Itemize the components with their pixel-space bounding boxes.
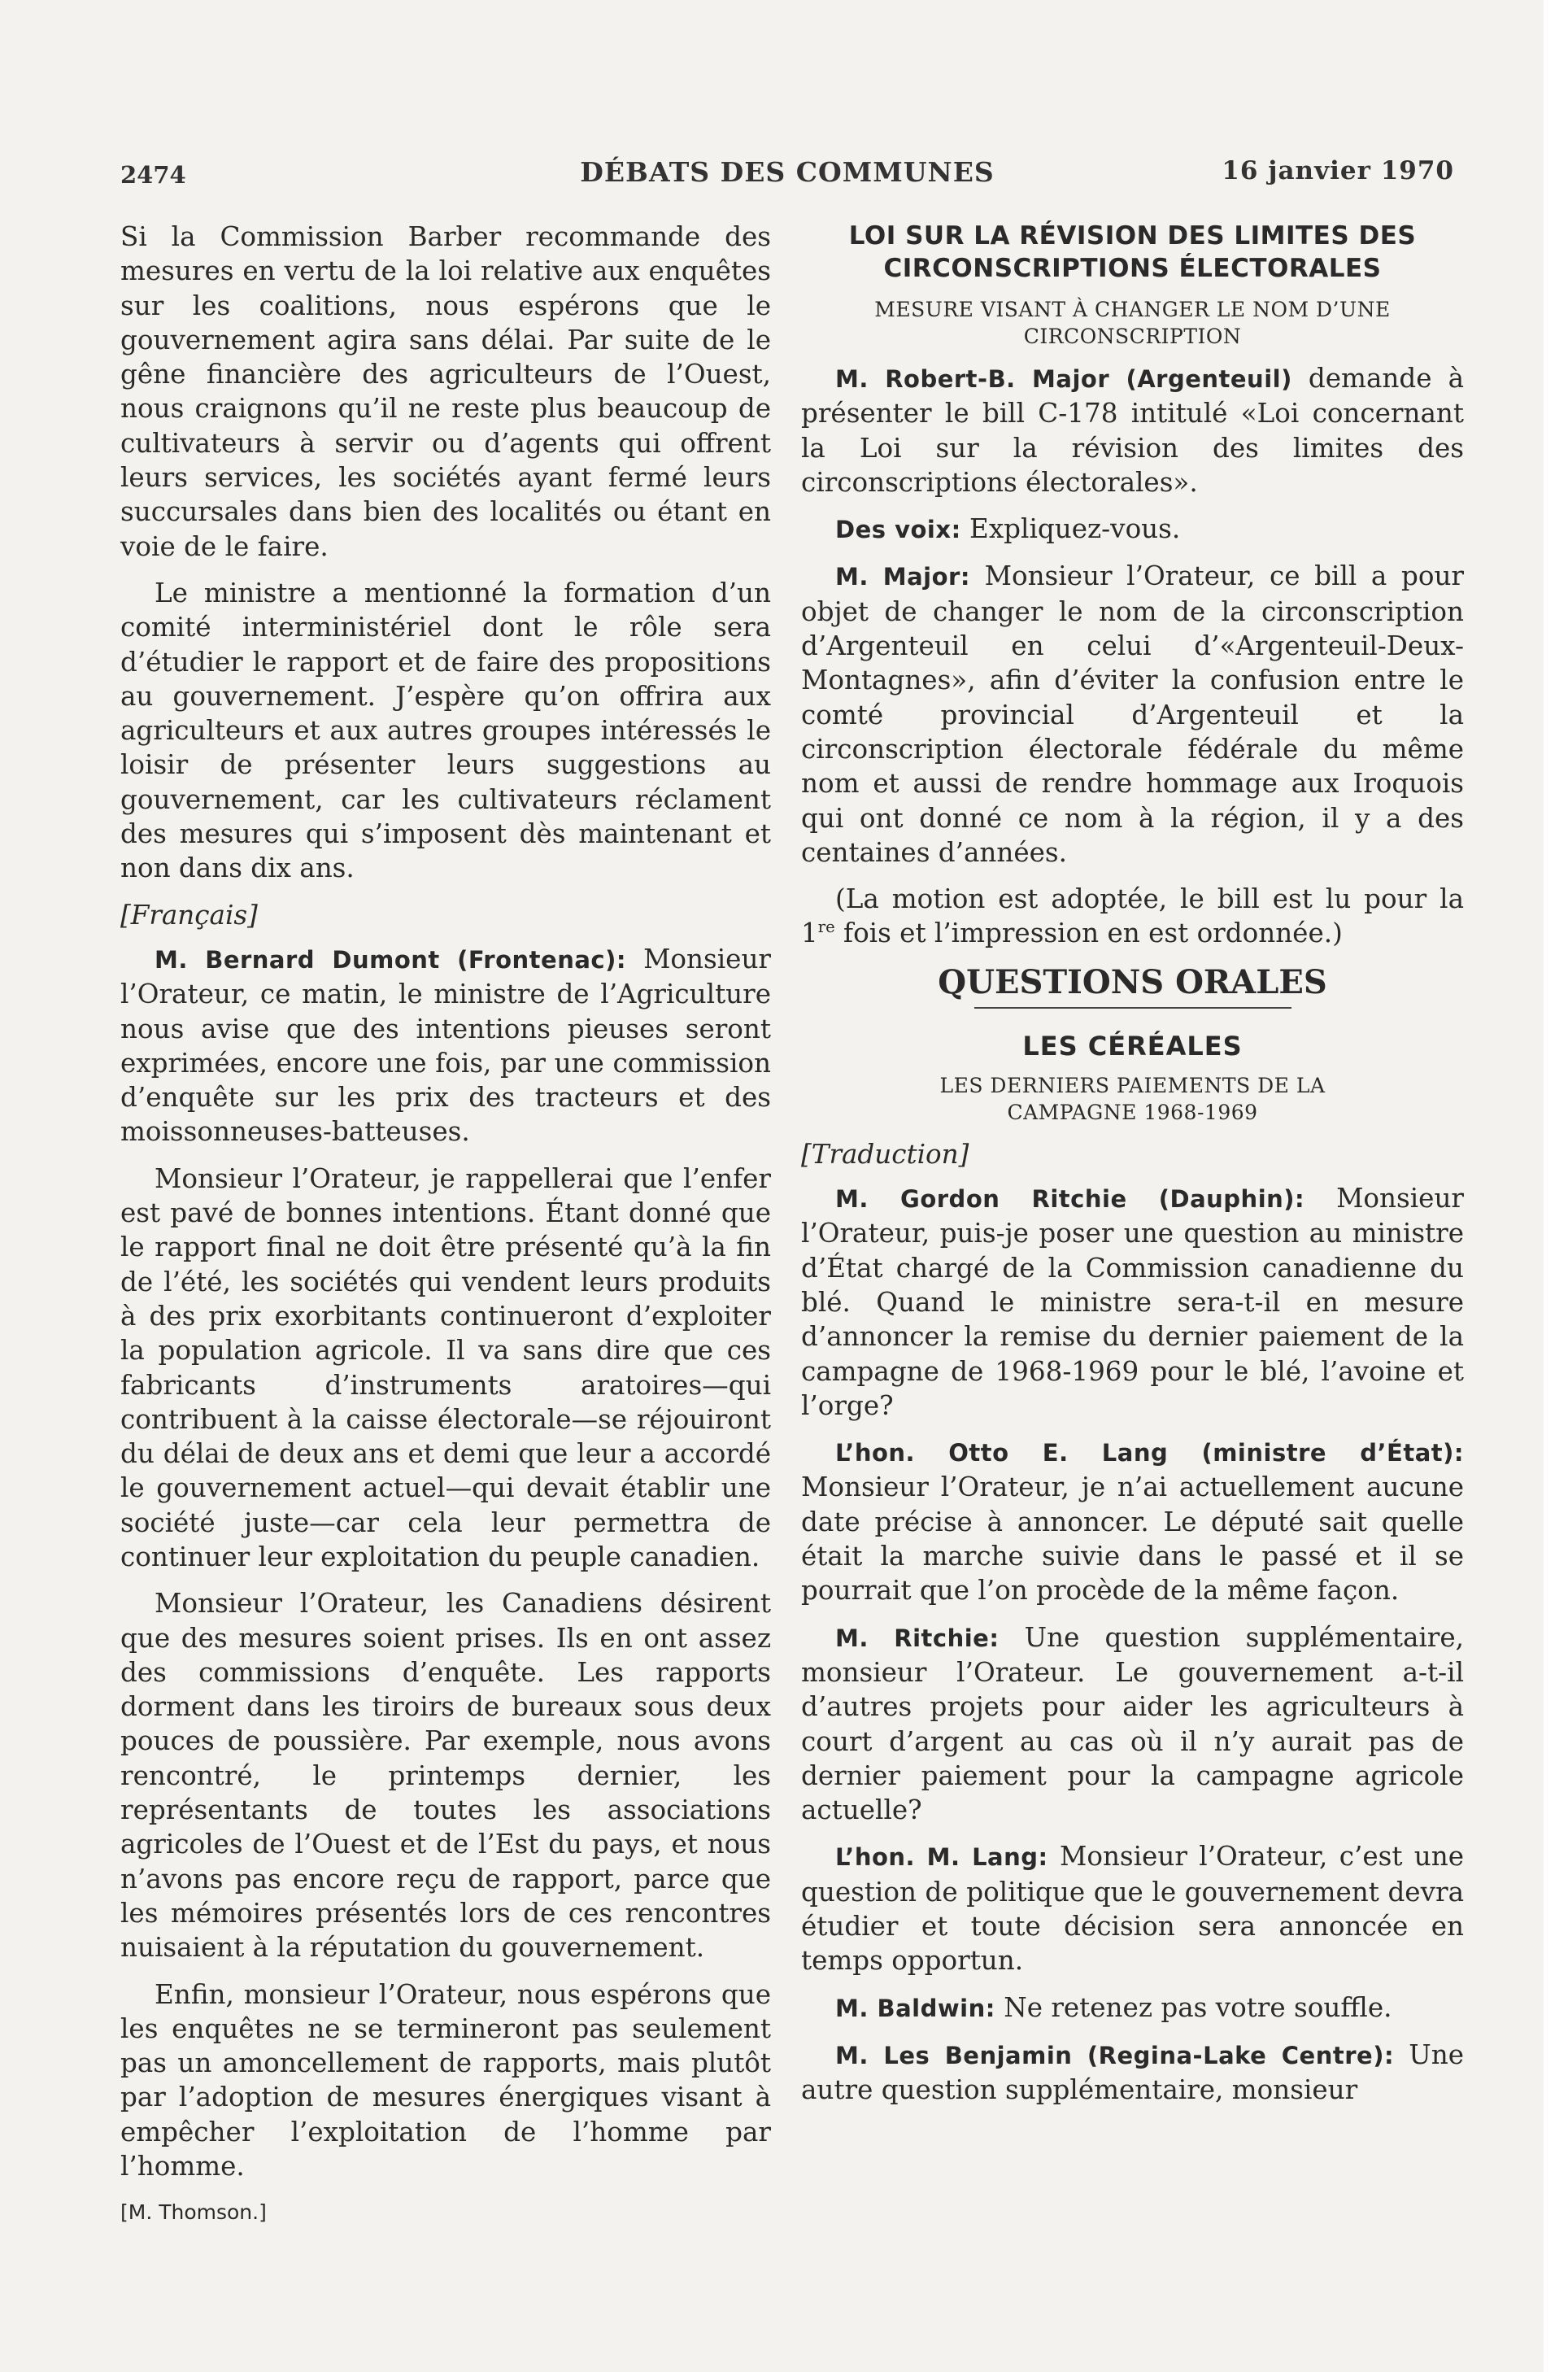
speaker-name: M. Gordon Ritchie (Dauphin): (835, 1185, 1305, 1214)
publication-title: DÉBATS DES COMMUNES (580, 156, 995, 188)
speech (801, 1839, 1464, 1977)
speech (120, 942, 771, 1149)
speaker-name: L’hon. M. Lang: (835, 1843, 1048, 1872)
speaker-name: L’hon. Otto E. Lang (ministre d’État): (835, 1439, 1464, 1467)
speech (801, 1990, 1464, 2025)
speech (801, 1181, 1464, 1423)
running-header (120, 156, 1454, 197)
speech (801, 1435, 1464, 1607)
language-note: [Français] (120, 899, 258, 931)
paragraph: Enfin, monsieur l’Orateur, nous espérons que les enquêtes ne se termineront pas seulement pas un amoncellement de rapports, mais plutôt par l’adoption de mesures énergiques visant à empêcher l’exploitation de l’homme par l’homme. (120, 1978, 771, 2182)
paragraph: Monsieur l’Orateur, je rappellerai que l’enfer est pavé de bonnes intentions. Étant donné que le rapport final ne doit être présenté qu’à la fin de l’été, les sociétés qui vendent leurs produits à des prix exorbitants continueront d’exploiter la population agricole. Il va sans dire que ces fabricants d’instruments aratoires—qui contribuent à la caisse électorale—se réjouiront du délai de deux ans et demi que leur a accordé le gouvernement actuel—qui devait établir une société juste—car cela leur permettra de continuer leur exploitation du peuple canadien. (120, 1162, 771, 1572)
page-number: 2474 (120, 161, 186, 189)
speech (801, 2038, 1464, 2108)
issue-date: 16 janvier 1970 (1222, 156, 1454, 185)
continued-marker: [M. Thomson.] (120, 2200, 267, 2225)
speaker-name: M. Robert-B. Major (Argenteuil) (835, 365, 1292, 393)
scan-margin (1544, 0, 1568, 2372)
speech-text: Une question supplémentaire, monsieur l’Orateur. Le gouvernement a-t-il d’autres projets pour aider les agriculteurs à court d’argent au cas où il n’y aurait pas de dernier paiement pour la campagne agricole actuelle? (801, 1621, 1464, 1826)
language-note: [Traduction] (801, 1138, 969, 1170)
speech-text: Monsieur l’Orateur, ce matin, le ministre de l’Agriculture nous avise que des intentions pieuses seront exprimées, encore une fois, par une commission d’enquête sur les prix des tracteurs et des moissonneuses-batteuses. (120, 943, 772, 1148)
speech (801, 361, 1464, 499)
heading-rule (974, 1007, 1291, 1009)
motion-note: (La motion est adoptée, le bill est lu pour la 1re fois et l’impression en est ordonnée.) (801, 883, 1464, 949)
speech (801, 559, 1464, 870)
right-column (801, 220, 1464, 2119)
speaker-name: M. Ritchie: (835, 1624, 1000, 1652)
topic-subheading: LES DERNIERS PAIEMENTS DE LA CAMPAGNE 1968-1969 (939, 1073, 1326, 1124)
speech-text: Monsieur l’Orateur, c’est une question de politique que le gouvernement devra étudier et toute décision sera annoncée en temps opportun. (801, 1841, 1464, 1977)
speaker-name: M. Baldwin: (835, 1994, 995, 2022)
speech-text: Monsieur l’Orateur, puis-je poser une question au ministre d’État chargé de la Commission canadienne du blé. Quand le ministre sera-t-il en mesure d’annoncer la remise du dernier paiement de la campagne de 1968-1969 pour le blé, l’avoine et l’orge? (801, 1183, 1465, 1421)
speaker-name: M. Bernard Dumont (Frontenac): (155, 945, 626, 974)
speech-text: Monsieur l’Orateur, je n’ai actuellement aucune date précise à annoncer. Le député sait quelle était la marche suivie dans le passé et il se pourrait que l’on procède de la même façon. (801, 1472, 1464, 1607)
topic-heading: LES CÉRÉALES (1022, 1030, 1243, 1062)
speech-text: Expliquez-vous. (969, 513, 1181, 545)
speech-text: Ne retenez pas votre souffle. (1004, 1991, 1392, 2023)
left-column (120, 220, 771, 2243)
speech-text: Une autre question supplémentaire, monsieur (801, 2038, 1464, 2106)
speaker-name: Des voix: (835, 516, 961, 544)
speech (801, 1620, 1464, 1828)
speech-text: demande à présenter le bill C-178 intitulé «Loi concernant la Loi sur la révision des limites des circonscriptions électorales». (801, 363, 1464, 498)
section-heading: QUESTIONS ORALES (938, 962, 1327, 1001)
bill-subheading: MESURE VISANT À CHANGER LE NOM D’UNE CIRCONSCRIPTION (874, 298, 1391, 348)
paragraph: Monsieur l’Orateur, les Canadiens désirent que des mesures soient prises. Ils en ont assez des commissions d’enquête. Les rapports dorment dans les tiroirs de bureaux sous deux pouces de poussière. Par exemple, nous avons rencontré, le printemps dernier, les représentants de toutes les associations agricoles de l’Ouest et de l’Est du pays, et nous n’avons pas encore reçu de rapport, parce que les mémoires présentés lors de ces rencontres nuisaient à la réputation du gouvernement. (120, 1588, 771, 1964)
speech-text: Monsieur l’Orateur, ce bill a pour objet de changer le nom de la circonscription d’Argenteuil en celui d’«Argenteuil-Deux-Montagnes», afin d’éviter la confusion entre le comté provincial d’Argenteuil et la circonscription électorale fédérale du même nom et aussi de rendre hommage aux Iroquois qui ont donné ce nom à la région, il y a des centaines d’années. (801, 560, 1465, 868)
speaker-name: M. Les Benjamin (Regina-Lake Centre): (835, 2041, 1395, 2069)
speaker-name: M. Major: (835, 563, 970, 591)
paragraph: Si la Commission Barber recommande des mesures en vertu de la loi relative aux enquêtes sur les coalitions, nous espérons que le gouvernement agira sans délai. Par suite de le gêne financière des agriculteurs de l’Ouest, nous craignons qu’il ne reste plus beaucoup de cultivateurs à servir ou d’agents qui offrent leurs services, les sociétés ayant fermé leurs succursales dans bien des localités ou étant en voie de le faire. (120, 221, 771, 562)
paragraph: Le ministre a mentionné la formation d’un comité interministériel dont le rôle sera d’étudier le rapport et de faire des propositions au gouvernement. J’espère qu’on offrira aux agriculteurs et aux autres groupes intéressés le loisir de présenter leurs suggestions au gouvernement, car les cultivateurs réclament des mesures qui s’imposent dès maintenant et non dans dix ans. (120, 577, 771, 884)
bill-heading: LOI SUR LA RÉVISION DES LIMITES DES CIRCONSCRIPTIONS ÉLECTORALES (848, 221, 1417, 283)
speech (801, 512, 1464, 547)
